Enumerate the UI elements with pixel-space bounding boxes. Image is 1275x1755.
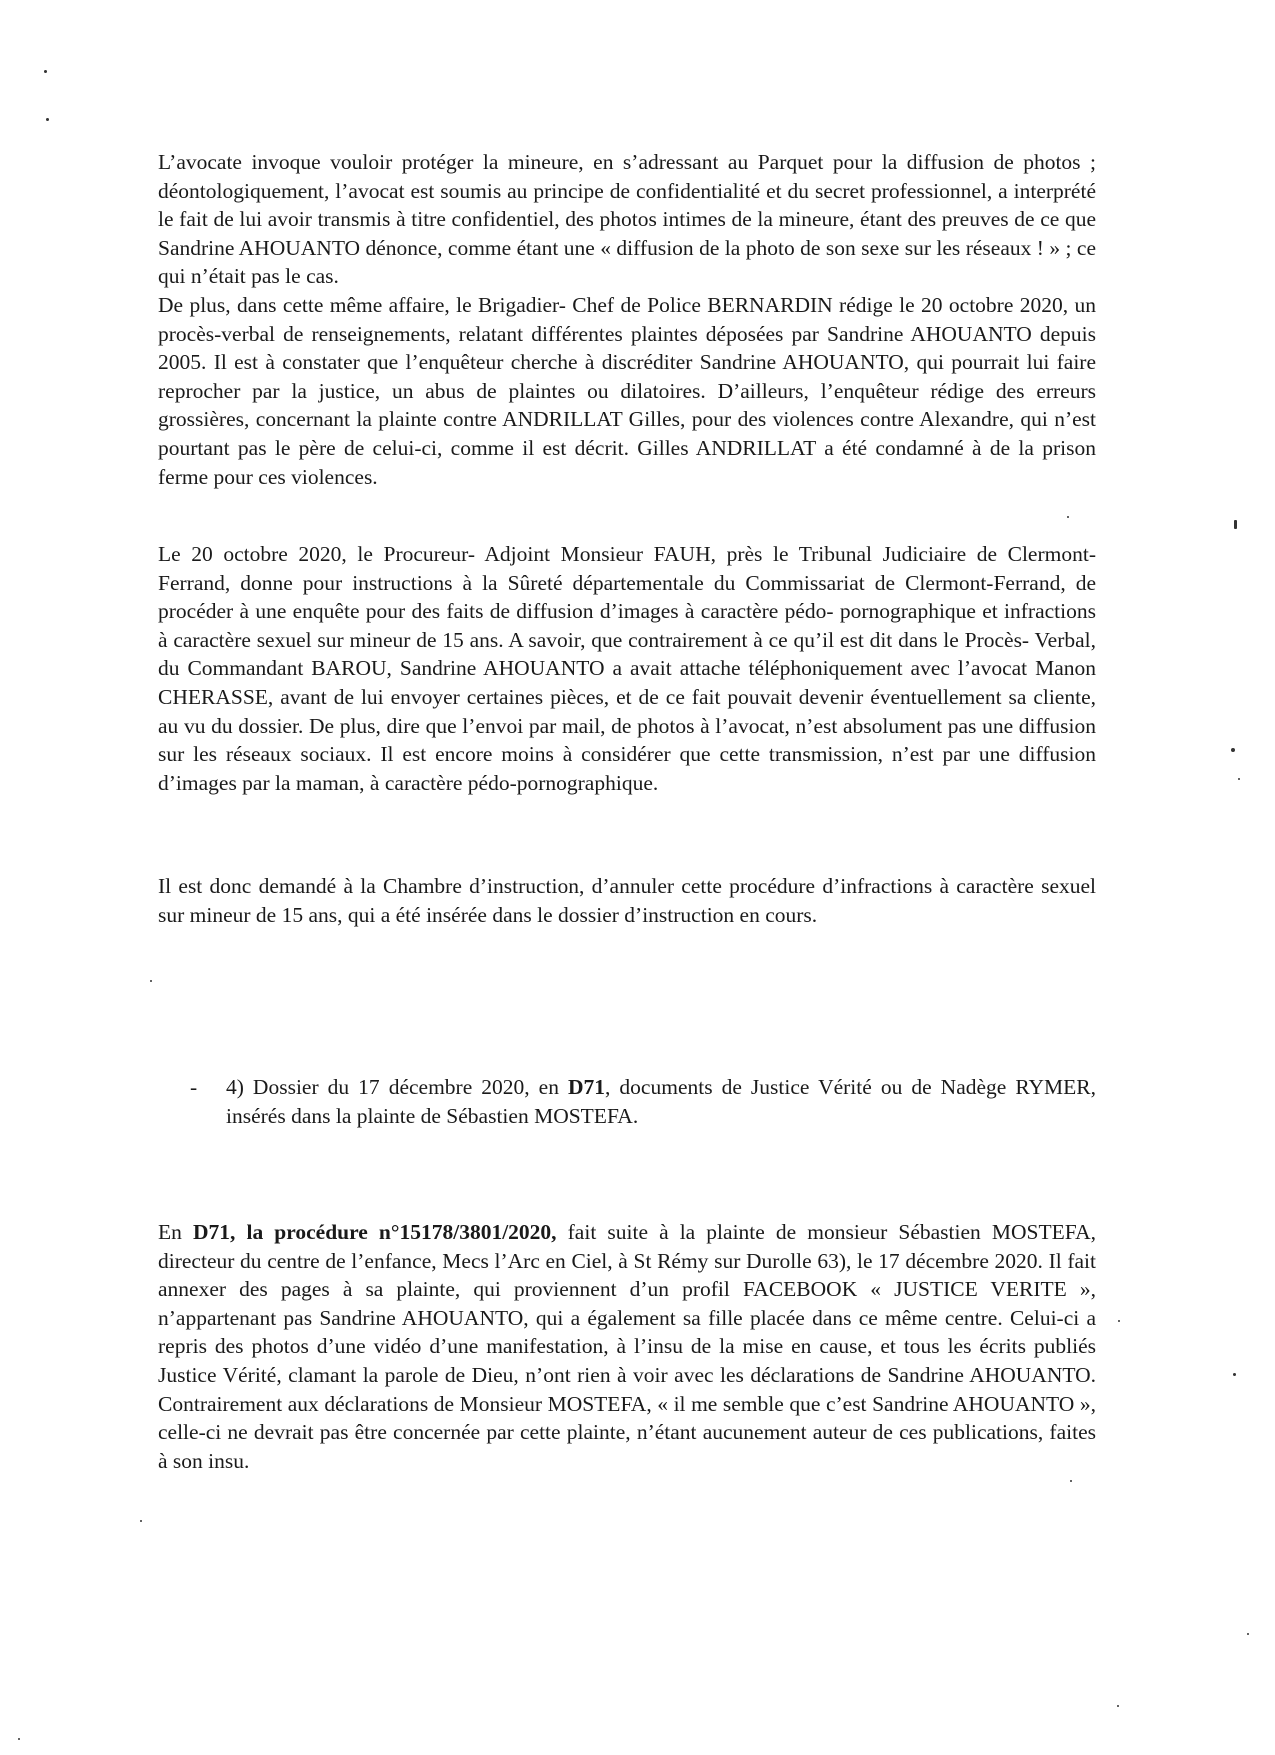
paragraph-1b-text: De plus, dans cette même affaire, le Brigadier- Chef de Police BERNARDIN rédige le 20 octobre 2020, un procès-verbal de renseignements, relatant différentes plaintes déposées par Sandrine AHOUANTO depuis 2005. Il est à constater que l’enquêteur cherche à discréditer Sandrine AHOUANTO, qui pourrait lui faire reprocher par la justice, un abus de plaintes ou dilatoires. D’ailleurs, l’enquêteur rédige des erreurs grossières, concernant la plainte contre ANDRILLAT Gilles, pour des violences contre Alexandre, qui n’est pourtant pas le père de celui-ci, comme il est décrit. Gilles ANDRILLAT a été condamné à de la prison ferme pour ces violences. [158,292,1096,489]
scan-speck [18,1738,20,1740]
paragraph-5-prefix: En [158,1220,193,1244]
scan-speck [1233,1373,1236,1376]
scan-speck [1070,1480,1072,1482]
scan-speck [150,980,152,982]
paragraph-prosecutor-investigation: Le 20 octobre 2020, le Procureur- Adjoint Monsieur FAUH, près le Tribunal Judiciaire de Clermont- Ferrand, donne pour instructions à la Sûreté départementale du Commissariat de Clermont-Ferrand, de procéder à une enquête pour des faits de diffusion d’images à caractère pédo- pornographique et infractions à caractère sexuel sur mineur de 15 ans. A savoir, que contrairement à ce qu’il est dit dans le Procès- Verbal, du Commandant BAROU, Sandrine AHOUANTO a avait attache téléphoniquement avec l’avocat Manon CHERASSE, avant de lui envoyer certaines pièces, et de ce fait pouvait devenir éventuellement sa cliente, au vu du dossier. De plus, dire que l’envoi par mail, de photos à l’avocat, n’est absolument pas une diffusion sur les réseaux sociaux. Il est encore moins à considérer que cette transmission, n’est par une diffusion d’images par la maman, à caractère pédo-pornographique. [158,542,1096,795]
bullet-4-text-start: 4) Dossier du 17 décembre 2020, en [226,1075,568,1099]
paragraph-5-bold-ref: D71, la procédure n°15178/3801/2020, [192,1220,557,1244]
scan-speck [1118,1320,1120,1322]
bullet-4-text-end: , documents de Justice Vérité ou de Nadège RYMER, insérés dans la plainte de Sébastien MOSTEFA. [226,1075,1096,1128]
bullet-dash: - [190,1075,198,1099]
scan-speck [140,1520,142,1522]
scan-speck [1117,1705,1119,1707]
scan-speck [44,70,47,73]
paragraph-5-text: fait suite à la plainte de monsieur Sébastien MOSTEFA, directeur du centre de l’enfance, Mecs l’Arc en Ciel, à St Rémy sur Durolle 63), le 17 décembre 2020. Il fait annexer des pages à sa plainte, qui proviennent d’un profil FACEBOOK « JUSTICE VERITE », n’appartenant pas Sandrine AHOUANTO, qui a également sa fille placée dans ce même centre. Celui-ci a repris des photos d’une vidéo d’une manifestation, à l’insu de la mise en cause, et tous les écrits publiés Justice Vérité, clamant la parole de Dieu, n’ont rien à voir avec les déclarations de Sandrine AHOUANTO. Contrairement aux déclarations de Monsieur MOSTEFA, « il me semble que c’est Sandrine AHOUANTO », celle-ci ne devrait pas être concernée par cette plainte, n’étant aucunement auteur de ces publications, faites à son insu. [158,1220,1096,1473]
paragraph-lawyer-confidentiality [158,148,1096,491]
scan-speck [1247,1633,1249,1635]
scan-speck [1067,516,1069,518]
scan-speck [46,118,49,121]
list-item-dossier-4 [190,1073,1096,1130]
scan-speck [1238,778,1240,780]
scan-speck [1231,748,1235,752]
list-item-content [226,1073,1096,1130]
paragraph-d71-procedure [158,1218,1096,1475]
bullet-4-bold-ref: D71 [568,1075,606,1099]
paragraph-1-text: L’avocate invoque vouloir protéger la mineure, en s’adressant au Parquet pour la diffusion de photos ; déontologiquement, l’avocat est soumis au principe de confidentialité et du secret professionnel, a interprété le fait de lui avoir transmis à titre confidentiel, des photos intimes de la mineure, étant des preuves de ce que Sandrine AHOUANTO dénonce, comme étant une « diffusion de la photo de son sexe sur les réseaux ! » ; ce qui n’était pas le cas. [158,150,1096,289]
scan-speck [1234,520,1237,529]
paragraph-request-annulment: Il est donc demandé à la Chambre d’instruction, d’annuler cette procédure d’infractions à caractère sexuel sur mineur de 15 ans, qui a été insérée dans le dossier d’instruction en cours. [158,874,1096,927]
